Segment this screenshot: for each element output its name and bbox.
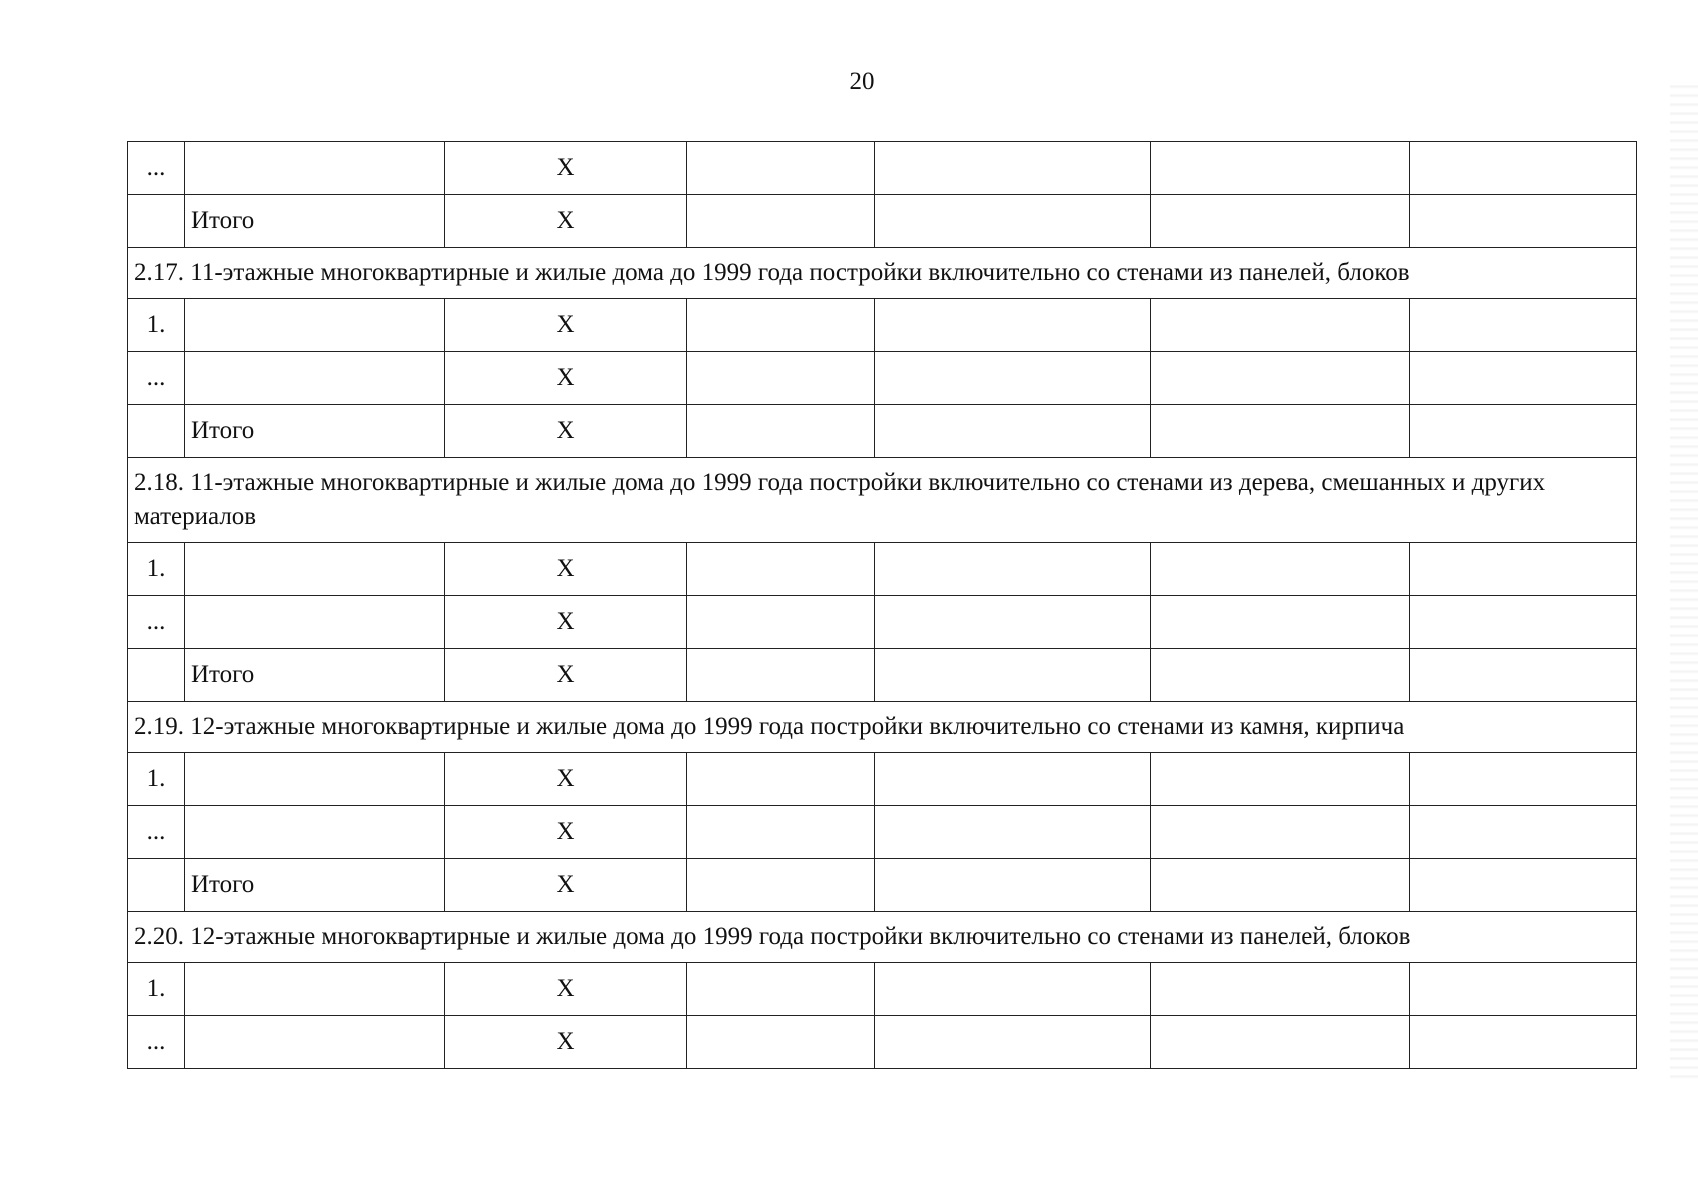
empty-cell [875,963,1151,1016]
row-mark: X [445,405,687,458]
empty-cell [1410,543,1637,596]
table-row [128,1016,1637,1069]
empty-cell [687,352,875,405]
table-row [128,405,1637,458]
empty-cell [875,1016,1151,1069]
row-mark: X [445,352,687,405]
section-heading: 2.17. 11-этажные многоквартирные и жилые дома до 1999 года постройки включительно со стенами из панелей, блоков [128,248,1637,299]
empty-cell [687,142,875,195]
empty-cell [875,649,1151,702]
row-number: 1. [128,299,185,352]
empty-cell [1410,1016,1637,1069]
section-heading-row [128,248,1637,299]
row-mark: X [445,649,687,702]
row-name [185,753,445,806]
row-name [185,596,445,649]
row-number: ... [128,142,185,195]
empty-cell [875,806,1151,859]
row-mark: X [445,195,687,248]
empty-cell [875,352,1151,405]
empty-cell [1410,753,1637,806]
empty-cell [1410,299,1637,352]
table-row [128,806,1637,859]
page-number: 20 [849,68,875,95]
row-number: ... [128,596,185,649]
empty-cell [687,405,875,458]
empty-cell [1410,859,1637,912]
empty-cell [1151,142,1410,195]
row-name: Итого [185,195,445,248]
empty-cell [687,596,875,649]
empty-cell [875,543,1151,596]
empty-cell [1151,1016,1410,1069]
empty-cell [687,1016,875,1069]
empty-cell [1151,543,1410,596]
row-number: ... [128,806,185,859]
empty-cell [1151,195,1410,248]
empty-cell [687,299,875,352]
table-row [128,299,1637,352]
empty-cell [1410,963,1637,1016]
empty-cell [687,649,875,702]
table-row [128,596,1637,649]
empty-cell [1410,405,1637,458]
section-heading-row [128,458,1637,543]
empty-cell [875,195,1151,248]
row-mark: X [445,596,687,649]
empty-cell [687,963,875,1016]
row-name: Итого [185,649,445,702]
row-name [185,1016,445,1069]
empty-cell [687,859,875,912]
table-row [128,753,1637,806]
empty-cell [1151,806,1410,859]
empty-cell [1151,352,1410,405]
row-mark: X [445,806,687,859]
row-name [185,142,445,195]
row-number [128,649,185,702]
empty-cell [1151,753,1410,806]
row-mark: X [445,859,687,912]
empty-cell [1151,405,1410,458]
empty-cell [875,142,1151,195]
empty-cell [875,405,1151,458]
section-heading-row [128,702,1637,753]
table-row [128,543,1637,596]
section-heading: 2.19. 12-этажные многоквартирные и жилые дома до 1999 года постройки включительно со стенами из камня, кирпича [128,702,1637,753]
empty-cell [687,753,875,806]
empty-cell [1410,806,1637,859]
row-name: Итого [185,405,445,458]
empty-cell [1410,352,1637,405]
table-row [128,963,1637,1016]
row-mark: X [445,963,687,1016]
row-number: 1. [128,963,185,1016]
row-number: ... [128,1016,185,1069]
empty-cell [875,859,1151,912]
scan-edge-noise [1670,80,1698,1080]
table-row [128,195,1637,248]
empty-cell [1410,596,1637,649]
empty-cell [875,299,1151,352]
section-heading: 2.18. 11-этажные многоквартирные и жилые дома до 1999 года постройки включительно со стенами из дерева, смешанных и других материалов [128,458,1637,543]
empty-cell [1410,142,1637,195]
empty-cell [1151,596,1410,649]
section-heading-row [128,912,1637,963]
row-number [128,405,185,458]
empty-cell [687,543,875,596]
row-mark: X [445,753,687,806]
row-number [128,195,185,248]
row-name [185,543,445,596]
row-number: ... [128,352,185,405]
empty-cell [687,195,875,248]
row-mark: X [445,142,687,195]
row-number: 1. [128,753,185,806]
table-row [128,649,1637,702]
table-row [128,859,1637,912]
row-mark: X [445,1016,687,1069]
row-mark: X [445,299,687,352]
housing-table [127,141,1637,1069]
empty-cell [1151,649,1410,702]
row-name [185,352,445,405]
empty-cell [1151,299,1410,352]
empty-cell [687,806,875,859]
empty-cell [875,596,1151,649]
row-name [185,963,445,1016]
row-name [185,806,445,859]
section-heading: 2.20. 12-этажные многоквартирные и жилые дома до 1999 года постройки включительно со стенами из панелей, блоков [128,912,1637,963]
row-name: Итого [185,859,445,912]
table-row [128,352,1637,405]
row-name [185,299,445,352]
empty-cell [1151,859,1410,912]
empty-cell [875,753,1151,806]
empty-cell [1410,649,1637,702]
row-number: 1. [128,543,185,596]
empty-cell [1151,963,1410,1016]
table-row [128,142,1637,195]
row-mark: X [445,543,687,596]
empty-cell [1410,195,1637,248]
row-number [128,859,185,912]
